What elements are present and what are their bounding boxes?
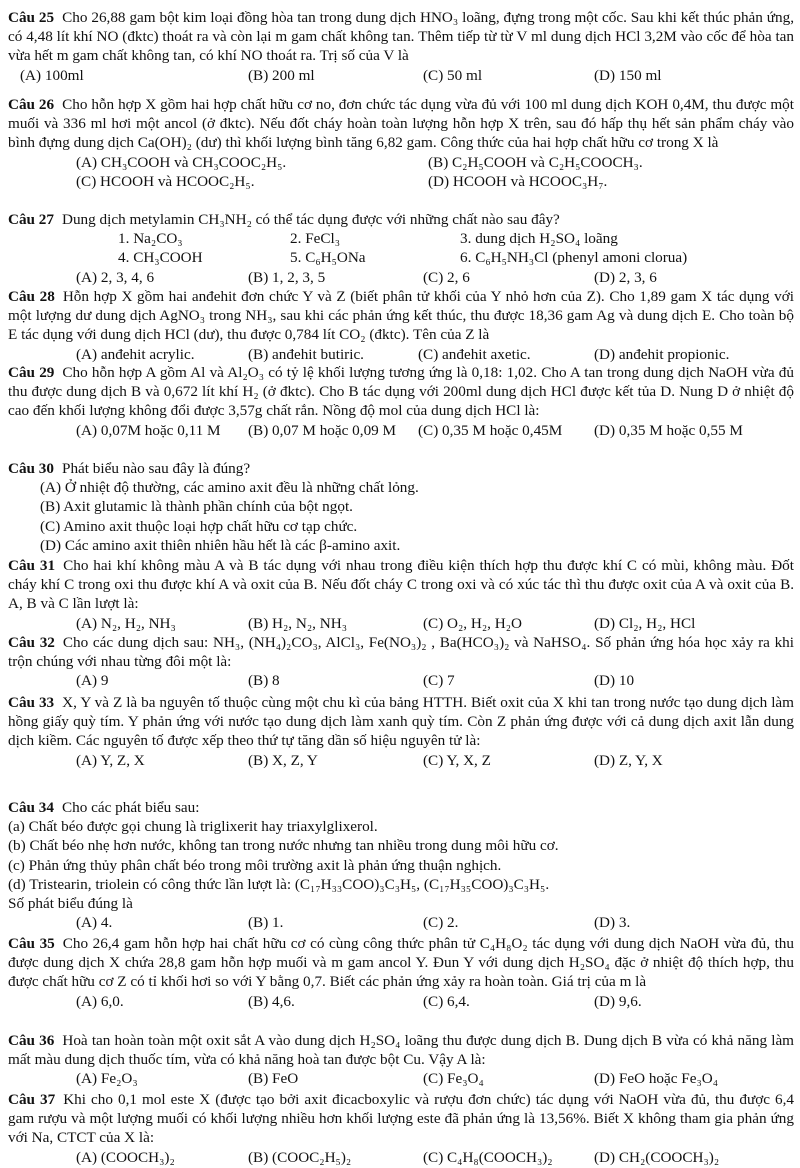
option-a[interactable]: (A) (COOCH₃)₂ (76, 1148, 175, 1166)
option-c[interactable]: (C) anđehit axetic. (418, 345, 531, 363)
list-item: 4. CH₃COOH (118, 249, 203, 267)
option-b[interactable]: (B) 200 ml (248, 66, 315, 84)
option-b[interactable]: (B) C₂H₅COOH và C₂H₅COOCH₃. (428, 153, 643, 171)
option-c[interactable]: (C) 50 ml (423, 66, 483, 84)
options-row (8, 172, 794, 191)
question-35 (8, 934, 794, 1011)
question-number: Câu 37 (8, 1091, 56, 1108)
option-a[interactable]: (A) 6,0. (76, 992, 124, 1010)
option-b[interactable]: (B) 1, 2, 3, 5 (248, 268, 326, 286)
list-item: 1. Na₂CO₃ (118, 230, 183, 248)
question-stem (8, 556, 794, 614)
option-a[interactable]: (A) 9 (76, 672, 109, 690)
question-text: Cho hỗn hợp X gồm hai hợp chất hữu cơ no, đơn chức tác dụng vừa đủ với 100 ml dung dịch KOH 0,4M, thu được một muối và 336 ml hơi một ancol (ở đktc). Nếu đốt cháy hoàn toàn lượng hỗn hợp X trên, sau đó hấp thụ hết sản phẩm cháy vào bình đựng dung dịch Ca(OH)₂ (dư) thì khối lượng bình tăng 6,82 gam. Công thức của hai hợp chất hữu cơ trong X là (8, 96, 794, 152)
list-item: 3. dung dịch H₂SO₄ loãng (460, 230, 618, 248)
option-b[interactable]: (B) anđehit butiric. (248, 345, 364, 363)
question-text: Phát biểu nào sau đây là đúng? (62, 460, 251, 477)
list-item: 6. C₆H₅NH₃Cl (phenyl amoni clorua) (460, 249, 688, 267)
option-d[interactable]: (D) Các amino axit thiên nhiên hầu hết là các β-amino axit. (40, 536, 401, 554)
option-d[interactable]: (D) 9,6. (594, 992, 642, 1010)
option-c[interactable]: (C) O₂, H₂, H₂O (423, 614, 522, 632)
options-row (8, 614, 794, 633)
question-number: Câu 30 (8, 460, 54, 477)
question-number: Câu 26 (8, 96, 55, 113)
question-36 (8, 1031, 794, 1089)
option-b[interactable]: (B) 8 (248, 672, 280, 690)
question-number: Câu 27 (8, 211, 54, 228)
question-text: Dung dịch metylamin CH₃NH₂ có thể tác dụng được với những chất nào sau đây? (62, 211, 560, 228)
question-stem (8, 1031, 794, 1069)
option-d[interactable]: (D) CH₂(COOCH₃)₂ (594, 1148, 720, 1166)
options-row (8, 421, 794, 440)
option-c[interactable]: (C) HCOOH và HCOOC₂H₅. (76, 172, 255, 190)
option-c[interactable]: (C) 7 (423, 672, 455, 690)
option-b[interactable]: (B) Axit glutamic là thành phần chính của bột ngọt. (40, 498, 353, 516)
question-text: X, Y và Z là ba nguyên tố thuộc cùng một chu kì của bảng HTTH. Biết oxit của X khi tan trong nước tạo dung dịch làm hồng giấy quỳ tím. Y phản ứng với nước tạo dung dịch làm xanh quỳ tím. Còn Z phản ứng được với cả dung dịch axit lẫn dung dịch kiềm. Các nguyên tố được xếp theo thứ tự tăng dần số hiệu nguyên tử là: (8, 694, 794, 750)
question-text: Cho các dung dịch sau: NH₃, (NH₄)₂CO₃, AlCl₃, Fe(NO₃)₂ , Ba(HCO₃)₂ và NaHSO₄. Số phản ứng hóa học xảy ra khi trộn chúng với nhau từng đôi một là: (8, 634, 794, 671)
statement-d: (d) Tristearin, triolein có công thức lần lượt là: (C₁₇H₃₃COO)₃C₃H₅, (C₁₇H₃₅COO)₃C₃H₅. (8, 875, 550, 893)
option-c[interactable]: (C) Y, X, Z (423, 751, 491, 769)
question-stem (8, 798, 794, 817)
question-26 (8, 95, 794, 191)
question-number: Câu 36 (8, 1032, 55, 1049)
question-30 (8, 459, 794, 555)
option-d[interactable]: (D) 0,35 M hoặc 0,55 M (594, 421, 743, 439)
option-d[interactable]: (D) 2, 3, 6 (594, 268, 657, 286)
question-number: Câu 35 (8, 935, 55, 952)
question-stem (8, 934, 794, 992)
option-d[interactable]: (D) 150 ml (594, 66, 662, 84)
list-item: 5. C₆H₅ONa (290, 249, 366, 267)
question-31 (8, 556, 794, 633)
option-a[interactable]: (A) N₂, H₂, NH₃ (76, 614, 176, 632)
items-row (8, 248, 794, 267)
question-25 (8, 8, 794, 85)
question-number: Câu 34 (8, 799, 54, 816)
items-row (8, 229, 794, 248)
question-number: Câu 29 (8, 364, 55, 381)
options-row (8, 268, 794, 287)
option-c[interactable]: (C) 6,4. (423, 992, 470, 1010)
option-b[interactable]: (B) 0,07 M hoặc 0,09 M (248, 421, 397, 439)
option-b[interactable]: (B) (COOC₂H₅)₂ (248, 1148, 352, 1166)
question-stem (8, 8, 794, 66)
question-stem (8, 459, 794, 478)
question-stem (8, 363, 794, 421)
options-row (8, 751, 794, 770)
list-item: 2. FeCl₃ (290, 230, 341, 248)
option-b[interactable]: (B) FeO (248, 1070, 299, 1088)
statement-b: (b) Chất béo nhẹ hơn nước, không tan trong nước nhưng tan nhiều trong dung môi hữu cơ. (8, 837, 559, 855)
option-c[interactable]: (C) 0,35 M hoặc 0,45M (418, 421, 563, 439)
question-number: Câu 28 (8, 288, 55, 305)
option-c[interactable]: (C) Fe₃O₄ (423, 1070, 484, 1088)
options-row (8, 1069, 794, 1088)
option-a[interactable]: (A) 2, 3, 4, 6 (76, 268, 155, 286)
question-29 (8, 363, 794, 440)
question-stem (8, 1090, 794, 1148)
question-stem (8, 287, 794, 345)
question-27 (8, 210, 794, 287)
option-b[interactable]: (B) H₂, N₂, NH₃ (248, 614, 347, 632)
option-d[interactable]: (D) HCOOH và HCOOC₃H₇. (428, 172, 608, 190)
statement-c: (c) Phản ứng thủy phân chất béo trong môi trường axit là phản ứng thuận nghịch. (8, 856, 502, 874)
option-d[interactable]: (D) 3. (594, 914, 631, 932)
option-c[interactable]: (C) 2, 6 (423, 268, 470, 286)
question-text: Khi cho 0,1 mol este X (được tạo bởi axit đicacboxylic và rượu đơn chức) tác dụng với NaOH vừa đủ, thu được 6,4 gam rượu và một lượng muối có khối lượng nhiều hơn khối lượng este đã phản ứng là 13,56%. Biết X không tham gia phản ứng với Na, CTCT của X là: (8, 1091, 794, 1147)
option-a[interactable]: (A) anđehit acrylic. (76, 345, 195, 363)
question-number: Câu 33 (8, 694, 55, 711)
question-37 (8, 1090, 794, 1167)
options-row (8, 66, 794, 85)
question-text: Cho các phát biểu sau: (62, 799, 200, 816)
question-stem (8, 95, 794, 153)
question-33 (8, 693, 794, 770)
question-34 (8, 798, 794, 932)
option-b[interactable]: (B) 1. (248, 914, 284, 932)
question-text: Cho 26,88 gam bột kim loại đồng hòa tan trong dung dịch HNO₃ loãng, đựng trong một cốc. Sau khi kết thúc phản ứng, có 4,48 lít khí NO (đktc) thoát ra và còn lại m gam chất không tan. Thêm tiếp từ từ V ml dung dịch HCl 3,2M vào cốc để hòa tan vừa hết m gam chất không tan, có khí NO thoát ra. Trị số của V là (8, 9, 794, 65)
option-d[interactable]: (D) Cl₂, H₂, HCl (594, 614, 696, 632)
question-32 (8, 633, 794, 691)
option-b[interactable]: (B) 4,6. (248, 992, 295, 1010)
option-a[interactable]: (A) CH₃COOH và CH₃COOC₂H₅. (76, 153, 287, 171)
options-row (8, 992, 794, 1011)
option-b[interactable]: (B) X, Z, Y (248, 751, 318, 769)
option-a[interactable]: (A) Fe₂O₃ (76, 1070, 138, 1088)
question-text: Cho hai khí không màu A và B tác dụng với nhau trong điều kiện thích hợp thu được khí C có mùi, không màu. Đốt cháy khí C trong oxi thu được khí A và oxit của B. Nếu đốt cháy C trong oxi và có xúc tác thì thu được oxit của A và oxit của B. A, B và C lần lượt là: (8, 557, 794, 613)
question-number: Câu 25 (8, 9, 55, 26)
question-28 (8, 287, 794, 364)
options-row (8, 345, 794, 364)
option-d[interactable]: (D) anđehit propionic. (594, 345, 730, 363)
question-number: Câu 32 (8, 634, 55, 651)
question-text: Cho 26,4 gam hỗn hợp hai chất hữu cơ có cùng công thức phân tử C₄H₈O₂ tác dụng với dung dịch NaOH vừa đủ, thu được dung dịch X chứa 28,8 gam hỗn hợp muối và m gam ancol Y. Đun Y với dung dịch H₂SO₄ đặc ở nhiệt độ thích hợp, thu được chất hữu cơ Z có tỉ khối hơi so với Y bằng 0,7. Biết các phản ứng xảy ra hoàn toàn. Giá trị của m là (8, 935, 794, 991)
option-c[interactable]: (C) 2. (423, 914, 459, 932)
option-a[interactable]: (A) 100ml (20, 66, 84, 84)
options-row (8, 153, 794, 172)
question-prompt: Số phát biểu đúng là (8, 895, 133, 913)
option-c[interactable]: (C) Amino axit thuộc loại hợp chất hữu cơ tạp chức. (40, 517, 358, 535)
options-row (8, 671, 794, 690)
question-number: Câu 31 (8, 557, 56, 574)
options-row (8, 1148, 794, 1167)
question-text: Hoà tan hoàn toàn một oxit sắt A vào dung dịch H₂SO₄ loãng thu được dung dịch B. Dung dịch B vừa có khả năng làm mất màu dung dịch thuốc tím, vừa có khả năng hoà tan được bột Cu. Vậy A là: (8, 1032, 794, 1069)
option-d[interactable]: (D) FeO hoặc Fe₃O₄ (594, 1070, 719, 1088)
question-text: Hỗn hợp X gồm hai anđehit đơn chức Y và Z (biết phân tử khối của Y nhỏ hơn của Z). Cho 1,89 gam X tác dụng với một lượng dư dung dịch AgNO₃ trong NH₃, sau khi các phản ứng kết thúc, thu được 18,36 gam Ag và dung dịch E. Cho toàn bộ E tác dụng với dung dịch HCl (dư), thu được 0,784 lít CO₂ (đktc). Tên của Z là (8, 288, 794, 344)
option-d[interactable]: (D) Z, Y, X (594, 751, 663, 769)
option-a[interactable]: (A) 0,07M hoặc 0,11 M (76, 421, 221, 439)
options-row (8, 913, 794, 932)
question-stem (8, 693, 794, 751)
option-c[interactable]: (C) C₄H₈(COOCH₃)₂ (423, 1148, 553, 1166)
question-stem (8, 210, 794, 229)
question-text: Cho hỗn hợp A gồm Al và Al₂O₃ có tỷ lệ khối lượng tương ứng là 0,18: 1,02. Cho A tan trong dung dịch NaOH vừa đủ thu được dung dịch B và 0,672 lít khí H₂ (ở đktc). Cho B tác dụng với 200ml dung dịch HCl được kết tủa D. Nung D ở nhiệt độ cao đến khối lượng không đổi được 3,57g chất rắn. Nồng độ mol của dung dịch HCl là: (8, 364, 794, 420)
option-a[interactable]: (A) 4. (76, 914, 113, 932)
question-stem (8, 633, 794, 671)
option-a[interactable]: (A) Ở nhiệt độ thường, các amino axit đều là những chất lỏng. (40, 479, 419, 497)
statement-a: (a) Chất béo được gọi chung là triglixerit hay triaxylglixerol. (8, 818, 378, 836)
option-a[interactable]: (A) Y, Z, X (76, 751, 145, 769)
option-d[interactable]: (D) 10 (594, 672, 635, 690)
